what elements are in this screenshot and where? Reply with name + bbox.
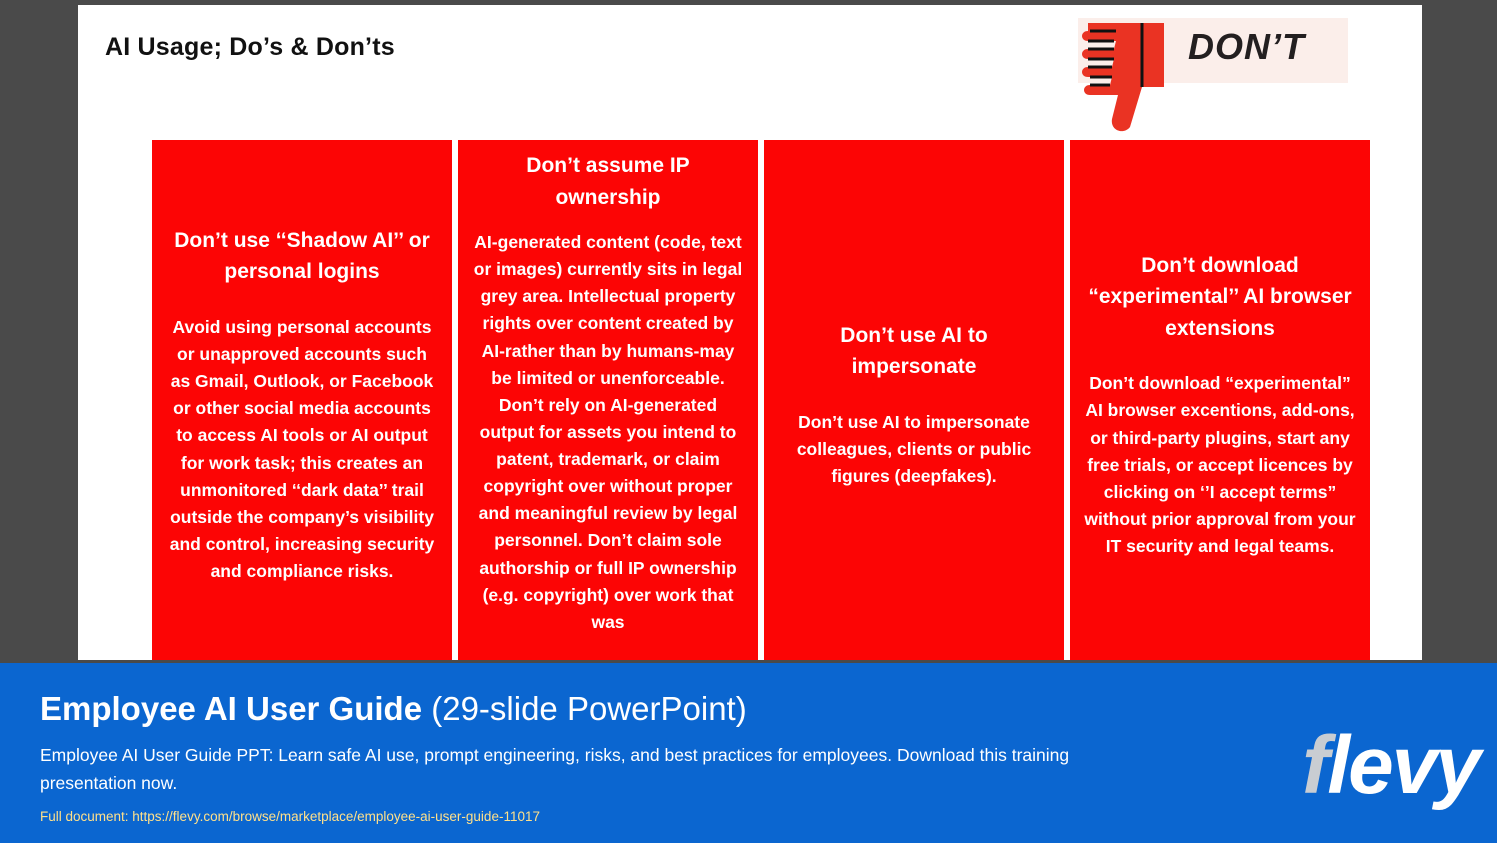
flevy-logo[interactable] <box>1302 720 1479 811</box>
dont-column-4 <box>1070 140 1370 660</box>
dont-column-4-heading: Don’t download “experimental’’ AI browser extensions <box>1088 253 1352 340</box>
donts-columns <box>152 140 1370 660</box>
dont-badge-label: DON’T <box>1188 26 1305 67</box>
flevy-logo-levy: levy <box>1327 720 1479 811</box>
document-title-sub: (29-slide PowerPoint) <box>431 690 747 727</box>
dont-column-3-heading: Don’t use AI to impersonate <box>840 323 988 379</box>
document-title <box>40 689 1457 729</box>
document-description: Employee AI User Guide PPT: Learn safe AI use, prompt engineering, risks, and best practices for employees. Download this training presentation now. <box>40 744 1070 793</box>
dont-column-4-body: Don’t download “experimental” AI browser excentions, add-ons, or third-party plugins, start any free trials, or accept licences by clicking on ‘’I accept terms” without prior approval from your IT security and legal teams. <box>1084 373 1356 557</box>
document-title-main: Employee AI User Guide <box>40 690 423 727</box>
document-link[interactable]: Full document: https://flevy.com/browse/marketplace/employee-ai-user-guide-11017 <box>40 808 540 824</box>
dont-column-2 <box>458 140 758 660</box>
dont-column-1 <box>152 140 452 660</box>
dont-column-2-body: AI-generated content (code, text or images) currently sits in legal grey area. Intellectual property rights over content created by AI-rather than by humans-may be limited or unenforceable. Don’t rely on AI-generated output for assets you intend to patent, trademark, or claim copyright over without proper and meaningful review by legal personnel. Don’t claim sole authorship or full IP ownership (e.g. copyright) over work that was <box>473 232 743 632</box>
thumbs-down-icon <box>1080 15 1180 135</box>
dont-column-3 <box>764 140 1064 660</box>
page-title: AI Usage; Do’s & Don’ts <box>105 33 395 61</box>
dont-column-2-heading: Don’t assume IP ownership <box>526 154 690 209</box>
slide-canvas <box>78 5 1422 660</box>
flevy-footer-banner <box>0 663 1497 843</box>
dont-column-1-body: Avoid using personal accounts or unapproved accounts such as Gmail, Outlook, or Facebook or other social media accounts to access AI tools or AI output for work task; this creates an unmonitored ‘‘dark data’’ trail outside the company’s visibility and control, increasing security and compliance risks. <box>169 316 435 581</box>
dont-column-3-body: Don’t use AI to impersonate colleagues, clients or public figures (deepfakes). <box>796 411 1032 487</box>
dont-column-1-heading: Don’t use ‘‘Shadow AI’’ or personal logins <box>174 228 430 284</box>
flevy-logo-f: f <box>1302 720 1328 811</box>
